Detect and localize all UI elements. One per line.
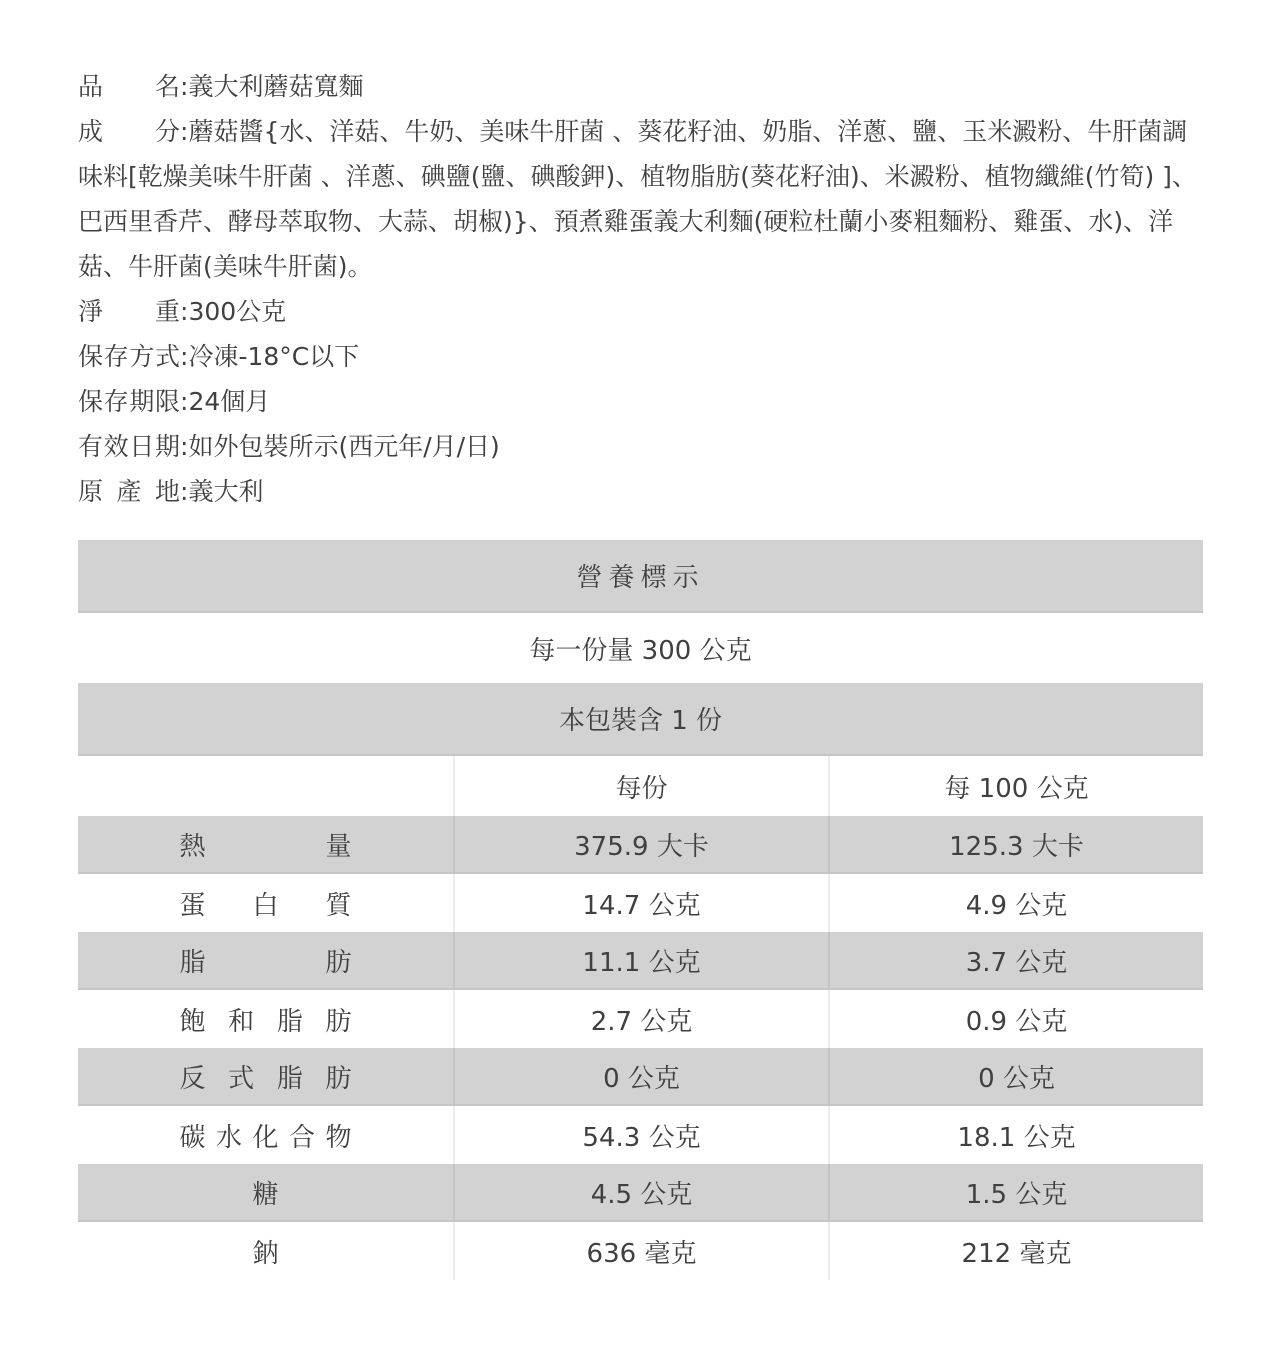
product-info-section [78,64,1203,514]
nutrient-row-label [78,816,453,874]
product-info-line [78,469,1203,514]
info-colon: : [180,297,189,326]
product-info-line [78,289,1203,334]
product-info-line [78,379,1203,424]
nutrient-per-serving-value: 375.9 大卡 [453,816,828,874]
nutrient-per-100g-value: 1.5 公克 [828,1164,1203,1222]
info-value: 如外包裝所示(西元年/月/日) [188,432,500,461]
nutrient-per-serving-value: 54.3 公克 [453,1106,828,1164]
nutrient-per-serving-value: 14.7 公克 [453,874,828,932]
servings-per-package: 本包裝含 1 份 [78,683,1203,756]
nutrient-per-100g-value: 3.7 公克 [828,932,1203,990]
info-value: 24個月 [188,387,271,416]
info-label: 淨重 [78,297,180,326]
nutrient-row-label [78,990,453,1048]
nutrition-col-header-empty [78,756,453,816]
nutrient-per-serving-value: 2.7 公克 [453,990,828,1048]
info-value: 300公克 [188,297,287,326]
info-label: 有效日期 [78,432,180,461]
nutrient-label-text: 脂肪 [179,947,352,978]
product-info-line [78,64,1203,109]
nutrient-label-text: 熱量 [179,831,352,862]
nutrient-per-100g-value: 4.9 公克 [828,874,1203,932]
nutrient-per-100g-value: 212 毫克 [828,1222,1203,1280]
info-label: 成分 [78,117,180,146]
nutrient-row-label [78,1164,453,1222]
serving-size: 每一份量 300 公克 [529,635,752,666]
nutrient-label-text: 鈉 [252,1238,279,1269]
info-colon: : [180,387,189,416]
nutrition-table [78,756,1203,1280]
info-label: 保存方式 [78,342,180,371]
nutrient-row-label [78,1048,453,1106]
info-value: 義大利蘑菇寬麵 [188,72,364,101]
nutrition-facts-section [78,540,1203,1280]
nutrient-label-text: 碳水化合物 [179,1122,352,1153]
nutrient-per-100g-value: 125.3 大卡 [828,816,1203,874]
nutrient-row-label [78,932,453,990]
nutrient-row-label [78,1106,453,1164]
info-colon: : [180,342,189,371]
info-label: 保存期限 [78,387,180,416]
nutrient-per-serving-value: 0 公克 [453,1048,828,1106]
info-label: 原產地 [78,477,180,506]
info-colon: : [180,72,189,101]
product-info-line [78,109,1203,289]
info-value: 蘑菇醬{水、洋菇、牛奶、美味牛肝菌 、葵花籽油、奶脂、洋蔥、鹽、玉米澱粉、牛肝菌調味料[乾燥美味牛肝菌 、洋蔥、碘鹽(鹽、碘酸鉀)、植物脂肪(葵花籽油)、米澱粉、植物纖維(竹筍) ]、巴西里香芹、酵母萃取物、大蒜、胡椒)}、預煮雞蛋義大利麵(硬粒杜蘭小麥粗麵粉、雞蛋、水)、洋菇、牛肝菌(美味牛肝菌)。 [78,117,1197,281]
info-colon: : [180,432,189,461]
product-info-line [78,334,1203,379]
nutrient-per-serving-value: 636 毫克 [453,1222,828,1280]
nutrient-row-label [78,1222,453,1280]
info-value: 義大利 [188,477,264,506]
nutrient-label-text: 蛋白質 [179,890,352,921]
nutrient-per-100g-value: 18.1 公克 [828,1106,1203,1164]
nutrition-col-header: 每 100 公克 [828,756,1203,816]
info-colon: : [180,117,189,146]
product-info-line [78,424,1203,469]
nutrient-per-100g-value: 0.9 公克 [828,990,1203,1048]
nutrient-row-label [78,874,453,932]
nutrient-per-serving-value: 4.5 公克 [453,1164,828,1222]
nutrition-col-header: 每份 [453,756,828,816]
nutrition-title: 營養標示 [78,540,1203,613]
info-value: 冷凍-18°C以下 [188,342,360,371]
nutrient-per-100g-value: 0 公克 [828,1048,1203,1106]
nutrient-label-text: 反式脂肪 [179,1063,352,1094]
nutrient-label-text: 糖 [252,1179,279,1210]
info-colon: : [180,477,189,506]
nutrient-per-serving-value: 11.1 公克 [453,932,828,990]
nutrient-label-text: 飽和脂肪 [179,1006,352,1037]
info-label: 品名 [78,72,180,101]
